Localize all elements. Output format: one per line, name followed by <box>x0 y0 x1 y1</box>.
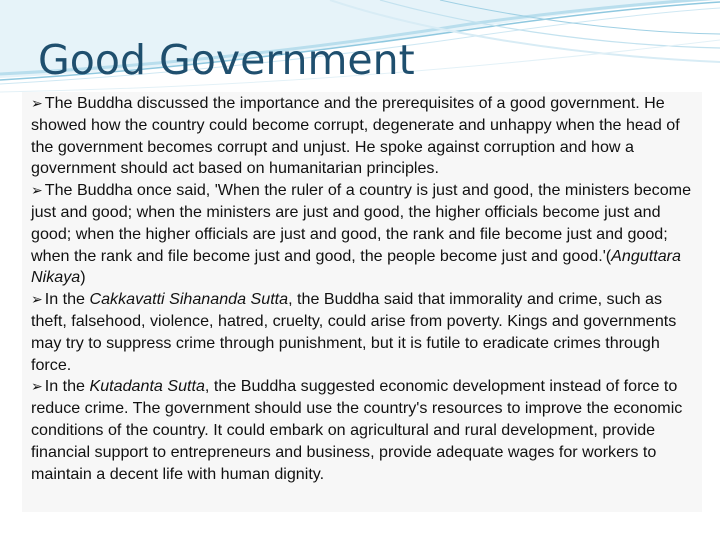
arrow-bullet-icon: ➢ <box>31 182 43 199</box>
bullet-paragraph: ➢ The Buddha discussed the importance and the prerequisites of a good government. He showed how the country could become corrupt, degenerate and unhappy when the head of the government becomes corrupt and unjust. He spoke against corruption and how a government should act based on humanitarian principles. <box>31 94 680 178</box>
arrow-bullet-icon: ➢ <box>31 291 43 308</box>
bullet-paragraph: ➢ The Buddha once said, 'When the ruler of a country is just and good, the ministers become just and good; when the ministers are just and good, the higher officials become just and good; when the higher officials are just and good, the rank and file become just and good; when the rank and file become just and good, the people become just and good.'(Anguttara Nikaya) <box>31 181 692 287</box>
bullet-paragraph: ➢ In the Kutadanta Sutta, the Buddha suggested economic development instead of force to reduce crime. The government should use the country's resources to improve the economic conditions of the country. It could embark on agricultural and rural development, provide financial support to entrepreneurs and business, provide adequate wages for workers to maintain a decent life with human dignity. <box>31 377 683 483</box>
arrow-bullet-icon: ➢ <box>31 95 43 111</box>
content-box <box>22 92 702 512</box>
slide-title: Good Government <box>38 36 415 84</box>
arrow-bullet-icon: ➢ <box>31 378 43 395</box>
bullet-paragraph: ➢ In the Cakkavatti Sihananda Sutta, the Buddha said that immorality and crime, such as theft, falsehood, violence, hatred, cruelty, could arise from poverty. Kings and governments may try to suppress crime through punishment, but it is futile to eradicate crimes through force. <box>31 290 677 374</box>
